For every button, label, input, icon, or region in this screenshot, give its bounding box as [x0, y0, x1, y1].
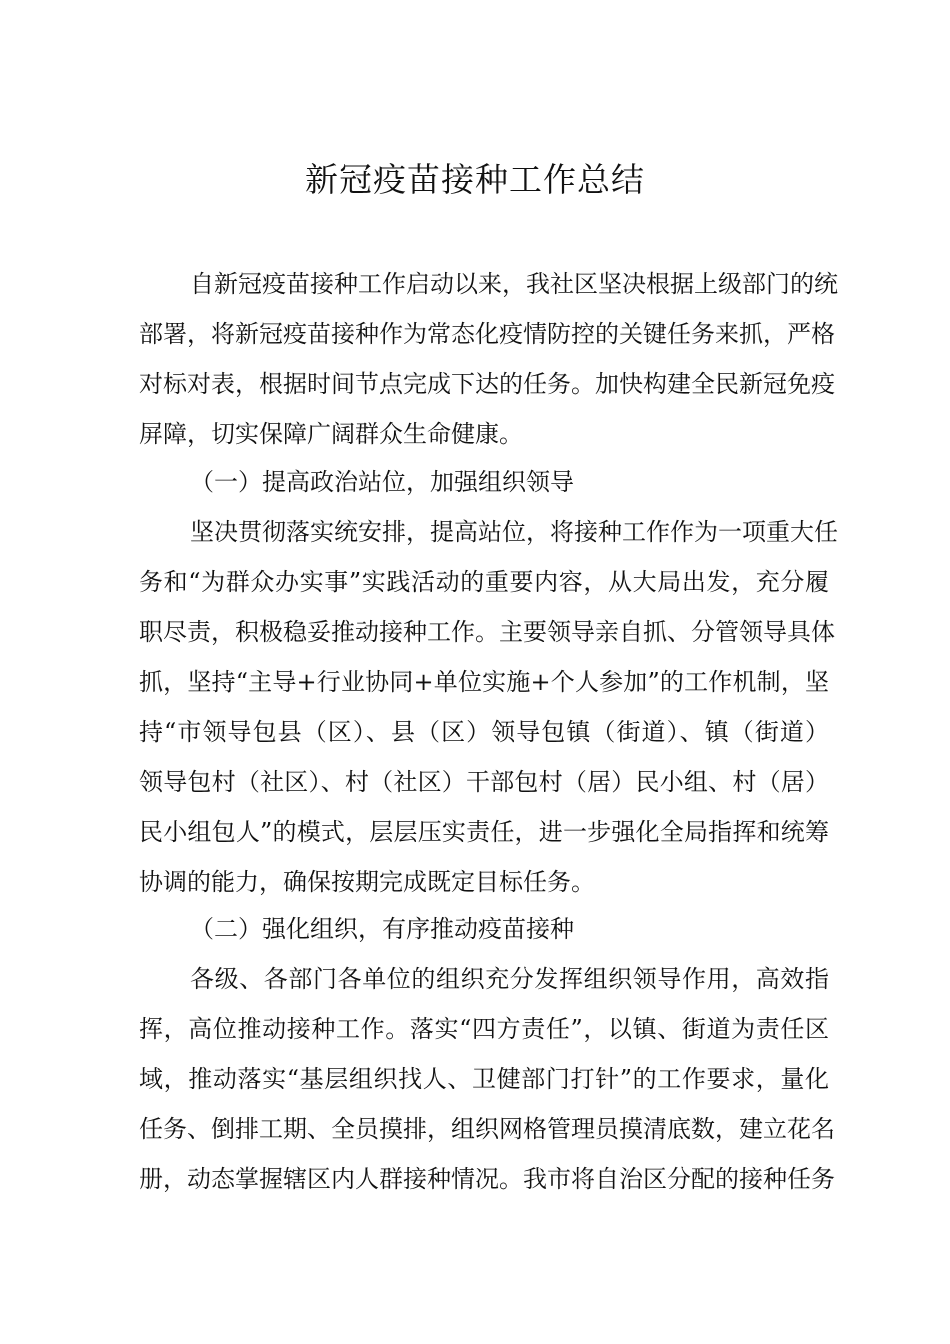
paragraph-line: 民小组包人”的模式，层层压实责任，进一步强化全局指挥和统筹 [139, 818, 829, 846]
paragraph-line: 各级、各部门各单位的组织充分发挥组织领导作用，高效指 [190, 965, 829, 993]
intro-line: 屏障，切实保障广阔群众生命健康。 [139, 420, 523, 448]
intro-line: 对标对表，根据时间节点完成下达的任务。加快构建全民新冠免疫 [139, 370, 835, 398]
intro-line: 自新冠疫苗接种工作启动以来，我社区坚决根据上级部门的统 [190, 270, 838, 298]
paragraph-line: 协调的能力，确保按期完成既定目标任务。 [139, 868, 595, 896]
paragraph-line: 持“市领导包县（区）、县（区）领导包镇（街道）、镇（街道） [139, 718, 829, 746]
paragraph-line: 领导包村（社区）、村（社区）干部包村（居）民小组、村（居） [139, 768, 829, 796]
section-heading: （一）提高政治站位，加强组织领导 [190, 468, 574, 496]
section-heading: （二）强化组织，有序推动疫苗接种 [190, 915, 574, 943]
paragraph-line: 任务、倒排工期、全员摸排，组织网格管理员摸清底数，建立花名 [139, 1115, 835, 1143]
paragraph-line: 册，动态掌握辖区内人群接种情况。我市将自治区分配的接种任务 [139, 1165, 835, 1193]
document-title: 新冠疫苗接种工作总结 [305, 160, 645, 199]
intro-line: 部署，将新冠疫苗接种作为常态化疫情防控的关键任务来抓，严格 [139, 320, 835, 348]
paragraph-line: 挥，高位推动接种工作。落实“四方责任”，以镇、街道为责任区 [139, 1015, 829, 1043]
paragraph-line: 抓，坚持“主导+行业协同+单位实施+个人参加”的工作机制，坚 [139, 668, 829, 696]
paragraph-line: 务和“为群众办实事”实践活动的重要内容，从大局出发，充分履 [139, 568, 829, 596]
paragraph-line: 职尽责，积极稳妥推动接种工作。主要领导亲自抓、分管领导具体 [139, 618, 835, 646]
paragraph-line: 域，推动落实“基层组织找人、卫健部门打针”的工作要求，量化 [139, 1065, 829, 1093]
paragraph-line: 坚决贯彻落实统安排，提高站位，将接种工作作为一项重大任 [190, 518, 838, 546]
